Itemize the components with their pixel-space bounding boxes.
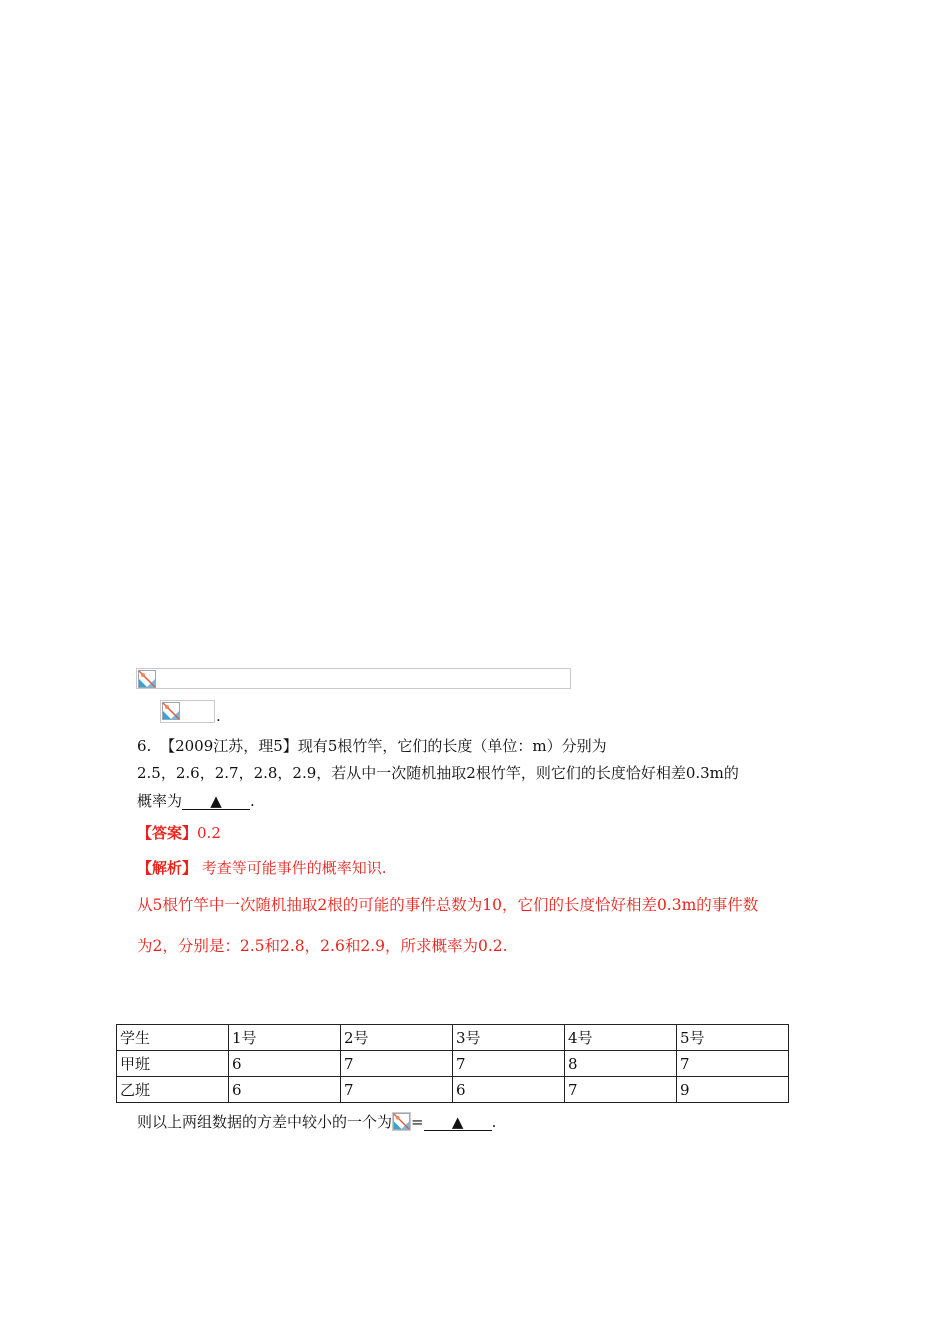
problem-stem-line-2: 2.5，2.6，2.7，2.8，2.9，若从中一次随机抽取2根竹竿，则它们的长度恰好相差0.3m的 — [137, 764, 739, 782]
answer-line — [137, 824, 221, 842]
problem-6-line-1 — [137, 737, 607, 755]
scores-table — [116, 1024, 789, 1103]
problem-6-line-3 — [137, 792, 255, 810]
blank-triangle-mark: ▲ — [451, 1113, 464, 1131]
table-cell: 7 — [341, 1051, 453, 1077]
analysis-label: 【解析】 — [137, 859, 198, 877]
table-cell: 8 — [565, 1051, 677, 1077]
table-cell: 7 — [453, 1051, 565, 1077]
table-cell: 2号 — [341, 1025, 453, 1051]
broken-image-icon — [138, 670, 156, 688]
table-cell: 乙班 — [117, 1077, 229, 1103]
table-cell: 5号 — [677, 1025, 789, 1051]
solution-text-2: 为2，分别是：2.5和2.8，2.6和2.9，所求概率为0.2. — [137, 937, 508, 955]
wide-broken-image — [136, 668, 571, 689]
variance-question-text: 则以上两组数据的方差中较小的一个为 — [137, 1113, 393, 1131]
table-header-row — [117, 1025, 789, 1051]
problem-stem-line-3: 概率为 — [137, 792, 183, 810]
table-row — [117, 1051, 789, 1077]
broken-image-icon — [162, 702, 180, 720]
problem-stem-line-1: 现有5根竹竿，它们的长度（单位：m）分别为 — [297, 737, 607, 755]
solution-text-1: 从5根竹竿中一次随机抽取2根的可能的事件总数为10，它们的长度恰好相差0.3m的事件数 — [137, 896, 759, 914]
broken-image-icon — [393, 1113, 410, 1130]
solution-line-1 — [137, 896, 758, 914]
table-cell: 3号 — [453, 1025, 565, 1051]
table-cell: 6 — [229, 1077, 341, 1103]
table-cell: 6 — [453, 1077, 565, 1103]
table-cell: 学生 — [117, 1025, 229, 1051]
answer-label: 【答案】 — [137, 824, 198, 842]
table-cell: 甲班 — [117, 1051, 229, 1077]
variance-question-end: . — [491, 1113, 497, 1131]
table-row — [117, 1077, 789, 1103]
table-cell: 7 — [341, 1077, 453, 1103]
answer-value: 0.2 — [197, 824, 221, 842]
analysis-line — [137, 859, 387, 877]
problem-source-tag: 【2009江苏，理5】 — [160, 737, 298, 755]
table-cell: 1号 — [229, 1025, 341, 1051]
analysis-text: 考查等可能事件的概率知识. — [197, 859, 387, 877]
blank-triangle-mark: ▲ — [210, 792, 222, 810]
solution-line-2 — [137, 937, 508, 955]
small-image-period: . — [216, 707, 221, 725]
problem-6-line-2 — [137, 764, 739, 782]
problem-number: 6. — [137, 737, 152, 755]
problem-stem-end: . — [250, 792, 255, 810]
table-cell: 7 — [677, 1051, 789, 1077]
variance-question-line — [137, 1112, 496, 1131]
table-cell: 9 — [677, 1077, 789, 1103]
table-cell: 4号 — [565, 1025, 677, 1051]
answer-blank — [182, 793, 250, 810]
variance-answer-blank — [424, 1114, 492, 1131]
table-cell: 7 — [565, 1077, 677, 1103]
equals-sign: = — [411, 1113, 424, 1131]
inline-broken-image — [392, 1112, 411, 1131]
small-broken-image — [160, 700, 215, 723]
table-cell: 6 — [229, 1051, 341, 1077]
